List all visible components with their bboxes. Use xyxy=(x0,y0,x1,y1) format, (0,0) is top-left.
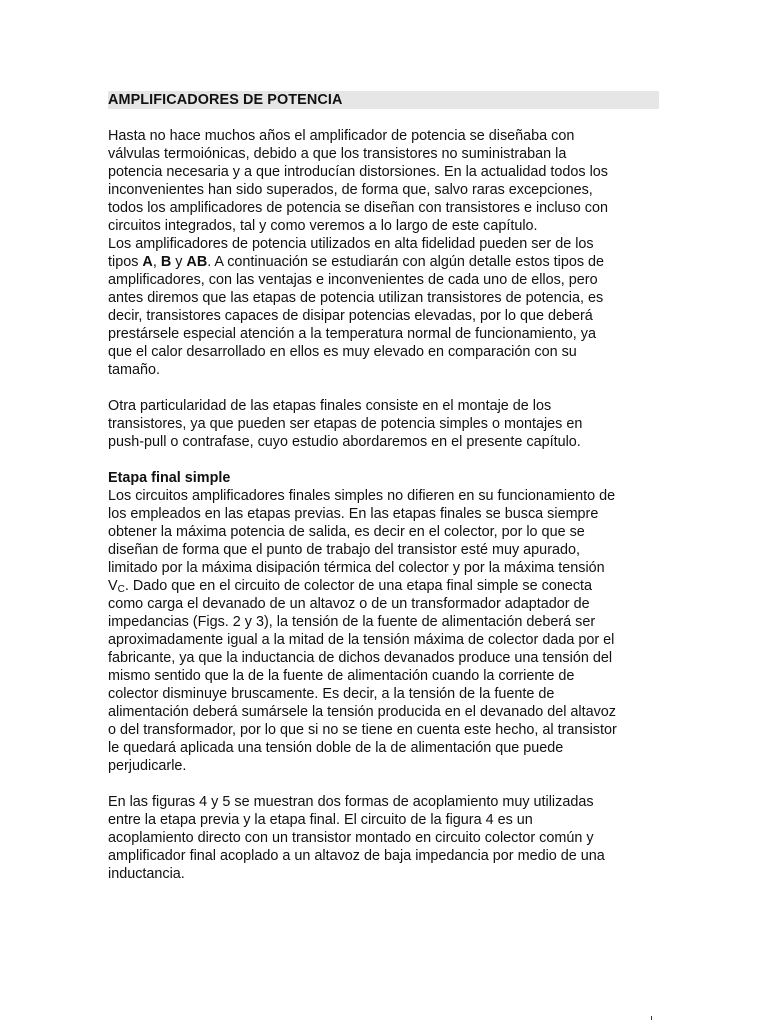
spacer xyxy=(108,775,668,793)
type-b-label: B xyxy=(160,254,172,270)
spacer xyxy=(108,109,668,127)
text-line: push-pull o contrafase, cuyo estudio abordaremos en el presente capítulo. xyxy=(108,434,581,450)
text-line: perjudicarle. xyxy=(108,758,187,774)
text-line: acoplamiento directo con un transistor montado en circuito colector común y xyxy=(108,830,594,846)
text-line: fabricante, ya que la inductancia de dichos devanados produce una tensión del xyxy=(108,650,613,666)
types-prefix: tipos xyxy=(108,254,143,270)
text-line: decir, transistores capaces de disipar potencias elevadas, por lo que deberá xyxy=(108,308,593,324)
text-line-amplifier-types xyxy=(108,253,668,271)
text-line: mismo sentido que la de la fuente de alimentación cuando la corriente de xyxy=(108,668,575,684)
text-line: tamaño. xyxy=(108,362,160,378)
text-line: circuitos integrados, tal y como veremos a lo largo de este capítulo. xyxy=(108,218,538,234)
page-corner-mark xyxy=(651,1016,652,1020)
text-line: inconvenientes han sido superados, de forma que, salvo raras excepciones, xyxy=(108,182,593,198)
document-page xyxy=(108,91,668,883)
text-line: diseñan de forma que el punto de trabajo del transistor esté muy apurado, xyxy=(108,542,580,558)
types-suffix: . A continuación se estudiarán con algún detalle estos tipos de xyxy=(207,254,605,270)
text-line: inductancia. xyxy=(108,866,185,882)
text-line: transistores, ya que pueden ser etapas de potencia simples o montajes en xyxy=(108,416,583,432)
text-line: colector disminuye bruscamente. Es decir, a la tensión de la fuente de xyxy=(108,686,555,702)
paragraph-intro xyxy=(108,127,668,379)
section-heading: Etapa final simple xyxy=(108,470,231,486)
paragraph-etapa-final xyxy=(108,487,668,775)
text-line: Otra particularidad de las etapas finales consiste en el montaje de los xyxy=(108,398,552,414)
type-ab-label: AB xyxy=(186,254,208,270)
spacer xyxy=(108,451,668,469)
types-sep2: y xyxy=(171,254,187,270)
paragraph-acoplamiento xyxy=(108,793,668,883)
text-line: Los amplificadores de potencia utilizados en alta fidelidad pueden ser de los xyxy=(108,236,594,252)
text-line: Los circuitos amplificadores finales simples no difieren en su funcionamiento de xyxy=(108,488,616,504)
text-line: alimentación deberá sumársele la tensión producida en el devanado del altavoz xyxy=(108,704,617,720)
text-line: prestársele especial atención a la temperatura normal de funcionamiento, ya xyxy=(108,326,596,342)
vc-symbol: V xyxy=(108,578,118,594)
text-line: como carga el devanado de un altavoz o de un transformador adaptador de xyxy=(108,596,590,612)
text-line: obtener la máxima potencia de salida, es decir en el colector, por lo que se xyxy=(108,524,585,540)
document-title: AMPLIFICADORES DE POTENCIA xyxy=(108,91,659,109)
text-line: le quedará aplicada una tensión doble de la de alimentación que puede xyxy=(108,740,564,756)
vc-subscript: C xyxy=(117,584,125,595)
text-line: amplificadores, con las ventajas e inconvenientes de cada uno de ellos, pero xyxy=(108,272,598,288)
text-line: que el calor desarrollado en ellos es muy elevado en comparación con su xyxy=(108,344,577,360)
text-line: En las figuras 4 y 5 se muestran dos formas de acoplamiento muy utilizadas xyxy=(108,794,594,810)
text-line-vc xyxy=(108,577,668,595)
spacer xyxy=(108,379,668,397)
text-line: los empleados en las etapas previas. En las etapas finales se busca siempre xyxy=(108,506,599,522)
text-line: aproximadamente igual a la mitad de la tensión máxima de colector dada por el xyxy=(108,632,615,648)
text-line: Hasta no hace muchos años el amplificador de potencia se diseñaba con xyxy=(108,128,575,144)
vc-rest: . Dado que en el circuito de colector de una etapa final simple se conecta xyxy=(124,578,593,594)
paragraph-montaje xyxy=(108,397,668,451)
text-line: válvulas termoiónicas, debido a que los transistores no suministraban la xyxy=(108,146,567,162)
text-line: o del transformador, por lo que si no se tiene en cuenta este hecho, al transistor xyxy=(108,722,617,738)
type-a-label: A xyxy=(142,254,153,270)
text-line: entre la etapa previa y la etapa final. El circuito de la figura 4 es un xyxy=(108,812,533,828)
text-line: todos los amplificadores de potencia se diseñan con transistores e incluso con xyxy=(108,200,608,216)
types-sep1: , xyxy=(152,254,161,270)
text-line: amplificador final acoplado a un altavoz de baja impedancia por medio de una xyxy=(108,848,605,864)
text-line: impedancias (Figs. 2 y 3), la tensión de la fuente de alimentación deberá ser xyxy=(108,614,596,630)
text-line: antes diremos que las etapas de potencia utilizan transistores de potencia, es xyxy=(108,290,604,306)
text-line: potencia necesaria y a que introducían distorsiones. En la actualidad todos los xyxy=(108,164,608,180)
text-line: limitado por la máxima disipación térmica del colector y por la máxima tensión xyxy=(108,560,605,576)
